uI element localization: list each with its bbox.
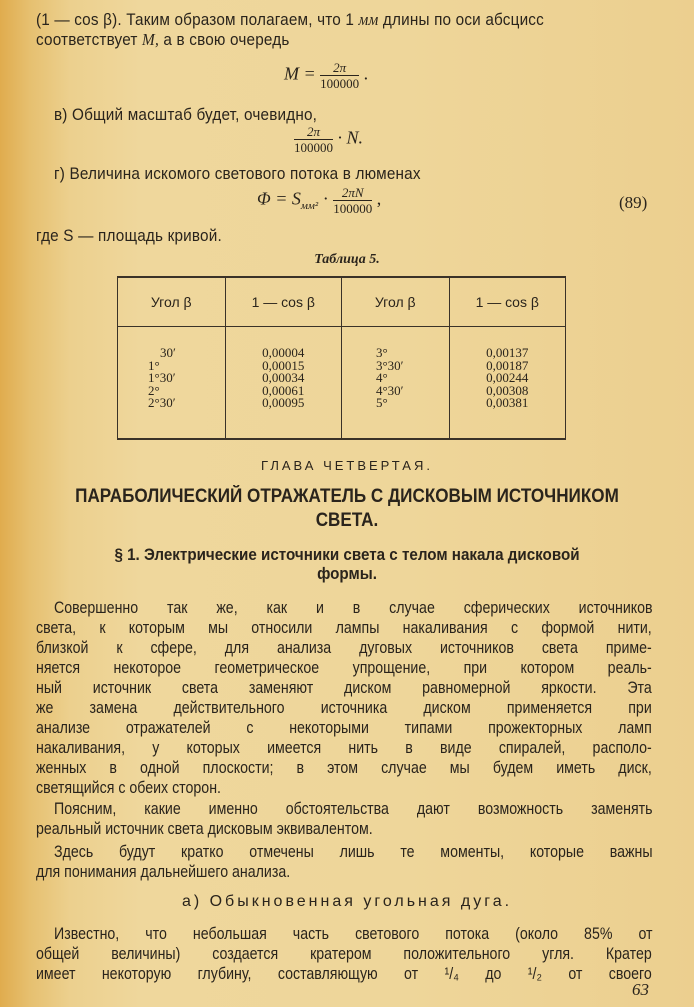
formula-phi-fraction <box>333 185 372 216</box>
cell: 0,00308 <box>486 382 529 398</box>
denominator: 100000 <box>294 140 333 155</box>
cell: 0,00381 <box>486 395 529 410</box>
text-line: няется некоторое геометрическое упрощение, при котором реаль- <box>36 659 652 677</box>
text-line: женных в одной плоскости; в этом случае мы будем иметь диск, <box>36 759 652 777</box>
numerator: 2π <box>320 60 359 76</box>
denominator: 100000 <box>333 201 373 216</box>
text-line: Поясним, какие именно обстоятельства дают возможность заменять <box>54 800 653 818</box>
denominator: 100000 <box>320 76 360 91</box>
formula-scale <box>294 124 363 155</box>
table-header-row <box>118 277 566 327</box>
cell: 1°30′ <box>148 370 176 385</box>
table-row <box>118 327 566 440</box>
table-caption: Таблица 5. <box>314 252 380 267</box>
numerator: 2π <box>294 124 333 140</box>
column-angle-2 <box>341 327 449 440</box>
chapter-label: ГЛАВА ЧЕТВЕРТАЯ. <box>261 458 433 473</box>
cell: 0,00061 <box>262 382 305 398</box>
formula-M-fraction <box>320 60 359 91</box>
cell: 0,00004 <box>262 345 305 360</box>
column-value-2 <box>449 327 566 440</box>
cell: 0,00034 <box>262 370 305 385</box>
header-value-2: 1 — cos β <box>449 277 566 327</box>
item-v: в) Общий масштаб будет, очевидно, <box>54 105 318 124</box>
cell: 30′ <box>160 345 176 360</box>
formula-phi-subscript: мм² <box>300 200 319 213</box>
formula-phi-dot: · <box>322 188 329 209</box>
where-text: где S — площадь кривой. <box>36 226 222 245</box>
header-angle-2: Угол β <box>341 277 449 327</box>
cell: 5° <box>375 395 388 410</box>
cell: 4° <box>375 370 388 385</box>
section-title <box>0 546 694 584</box>
cell: 2°30′ <box>148 395 176 410</box>
intro-line-2-prefix: соответствует <box>36 30 138 49</box>
formula-M <box>284 60 368 91</box>
item-g: г) Величина искомого светового потока в люменах <box>54 164 421 183</box>
intro-line-1-prefix: (1 — cos β). Таким образом полагаем, что 1 <box>36 10 355 29</box>
formula-M-lhs: M = <box>284 63 316 84</box>
cell: 0,00095 <box>262 395 305 410</box>
text-line: для понимания дальнейшего анализа. <box>36 863 291 881</box>
text-line: Совершенно так же, как и в случае сферических источников <box>54 599 653 617</box>
cell: 0,00015 <box>262 357 305 373</box>
column-value-1 <box>225 327 341 440</box>
numerator: 2πN <box>333 185 372 201</box>
cell: 1° <box>148 357 160 373</box>
formula-phi <box>257 185 381 216</box>
chapter-title <box>0 486 694 532</box>
text-line: накаливания, у которых имеется нить в виде спиралей, располо- <box>36 739 652 757</box>
text-line: Здесь будут кратко отмечены лишь те моменты, которые важны <box>54 843 653 861</box>
text-line: общей величины) создается кратером положительного угля. Кратер <box>36 945 652 963</box>
section-title-line-2: формы. <box>317 565 377 583</box>
chapter-title-line-1: ПАРАБОЛИЧЕСКИЙ ОТРАЖАТЕЛЬ С ДИСКОВЫМ ИСТОЧНИКОМ <box>75 486 619 507</box>
formula-phi-lhs: Φ = S <box>257 188 301 209</box>
formula-scale-fraction <box>294 124 333 155</box>
header-value-1: 1 — cos β <box>225 277 341 327</box>
header-angle-1: Угол β <box>118 277 226 327</box>
chapter-title-line-2: СВЕТА. <box>315 510 379 531</box>
cell: 4°30′ <box>375 382 404 398</box>
intro-line-2-suffix: а в свою очередь <box>163 30 290 49</box>
subsection-title: а) Обыкновенная угольная дуга. <box>181 893 513 910</box>
var-M: M, <box>142 30 159 49</box>
table-5 <box>117 276 566 440</box>
intro-line-2 <box>36 30 290 50</box>
formula-phi-tail: , <box>376 188 382 209</box>
cell: 3°30′ <box>375 357 404 373</box>
equation-number: (89) <box>619 193 648 212</box>
cell: 0,00244 <box>486 370 529 385</box>
cell: 0,00187 <box>486 357 529 373</box>
text-line: анализе отражателей с некоторыми типами прожекторных ламп <box>36 719 652 737</box>
cell: 3° <box>375 345 388 360</box>
cell: 2° <box>148 382 160 398</box>
text-line: света, к которым мы относили лампы накаливания с формой нити, <box>36 619 652 637</box>
formula-scale-tail: · N. <box>337 127 364 148</box>
text-line: имеет некоторую глубину, составляющую от ¹/₄ до ¹/₂ от своего <box>36 965 652 983</box>
text-line: Известно, что небольшая часть светового потока (около 85% от <box>54 925 653 943</box>
page-number: 63 <box>632 980 649 999</box>
text-line: же замена действительного источника диском применяется при <box>36 699 652 717</box>
intro-line-1-suffix: длины по оси абсцисс <box>382 10 544 29</box>
text-line: ный источник света заменяют диском равномерной яркости. Эта <box>36 679 652 697</box>
intro-line-1 <box>36 10 544 30</box>
cell: 0,00137 <box>486 345 529 360</box>
text-line: близкой к сфере, для анализа дуговых источников света приме- <box>36 639 652 657</box>
column-angle-1 <box>118 327 226 440</box>
text-line: реальный источник света дисковым эквивалентом. <box>36 820 373 838</box>
unit-mm: мм <box>358 10 379 29</box>
text-line: светящийся с обеих сторон. <box>36 779 221 797</box>
formula-M-tail: . <box>363 63 369 84</box>
section-title-line-1: § 1. Электрические источники света с телом накала дисковой <box>114 546 580 564</box>
